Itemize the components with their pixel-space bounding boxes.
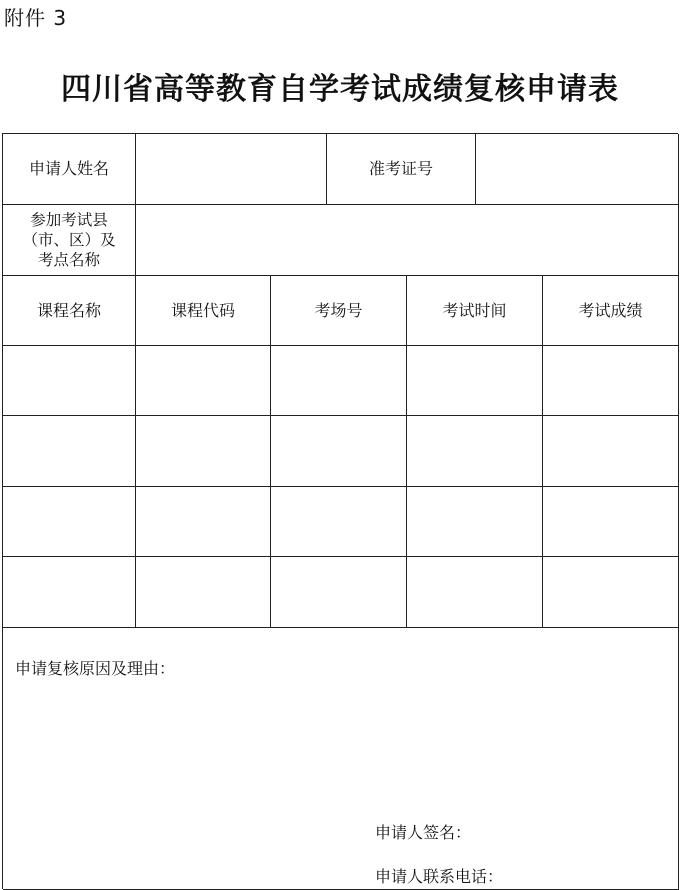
row1-exam-room[interactable] [271,346,407,416]
row2-exam-room[interactable] [271,416,407,487]
application-form-table [2,133,678,889]
form-title: 四川省高等教育自学考试成绩复核申请表 [61,72,619,107]
row3-course-code[interactable] [136,487,271,557]
admission-ticket-label: 准考证号 [327,134,476,205]
admission-ticket-field[interactable] [476,134,679,205]
row3-exam-score[interactable] [543,487,679,557]
row2-exam-time[interactable] [407,416,543,487]
row4-course-code[interactable] [136,557,271,628]
row1-course-code[interactable] [136,346,271,416]
row4-exam-score[interactable] [543,557,679,628]
row1-exam-score[interactable] [543,346,679,416]
row3-exam-room[interactable] [271,487,407,557]
row4-course-name[interactable] [3,557,136,628]
row2-exam-score[interactable] [543,416,679,487]
header-exam-score: 考试成绩 [543,276,679,346]
phone-label: 申请人联系电话： [375,867,504,886]
row4-exam-room[interactable] [271,557,407,628]
applicant-name-label: 申请人姓名 [3,134,136,205]
reason-label: 申请复核原因及理由： [15,659,176,678]
header-exam-time: 考试时间 [407,276,543,346]
header-course-code: 课程代码 [136,276,271,346]
row1-exam-time[interactable] [407,346,543,416]
row4-exam-time[interactable] [407,557,543,628]
header-course-name: 课程名称 [3,276,136,346]
exam-location-label [3,205,136,276]
signature-label: 申请人签名： [375,823,472,842]
header-exam-room: 考场号 [271,276,407,346]
row1-course-name[interactable] [3,346,136,416]
row3-course-name[interactable] [3,487,136,557]
attachment-label: 附件 3 [4,6,68,30]
applicant-name-field[interactable] [136,134,327,205]
exam-location-field[interactable] [136,205,679,276]
reason-section[interactable] [3,628,679,890]
row2-course-code[interactable] [136,416,271,487]
row3-exam-time[interactable] [407,487,543,557]
row2-course-name[interactable] [3,416,136,487]
exam-location-label-text: 参加考试县 （市、区）及 考点名称 [22,210,116,270]
